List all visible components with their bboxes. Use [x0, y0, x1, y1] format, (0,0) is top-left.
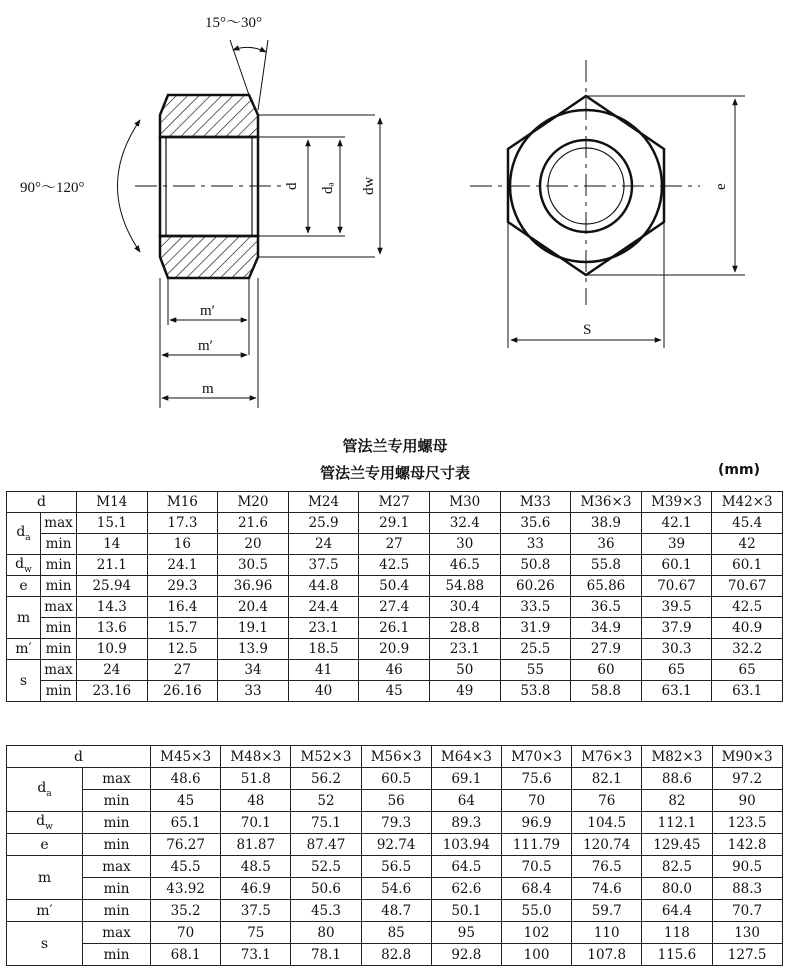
countersink-angle-label: 90°～120°	[20, 180, 85, 196]
limit-cell: min	[83, 812, 151, 834]
value-cell: 142.8	[712, 834, 782, 856]
table-row	[7, 513, 783, 534]
m-label: m	[202, 381, 214, 397]
column-header: M20	[218, 492, 289, 513]
value-cell: 130	[712, 922, 782, 944]
value-cell: 70.67	[641, 576, 712, 597]
table-row	[7, 900, 783, 922]
value-cell: 15.7	[147, 618, 218, 639]
top-view	[470, 60, 745, 348]
lower-wall-section	[160, 236, 258, 278]
value-cell: 63.1	[641, 681, 712, 702]
value-cell: 36.96	[218, 576, 289, 597]
value-cell: 16.4	[147, 597, 218, 618]
limit-cell: max	[41, 513, 77, 534]
value-cell: 39	[641, 534, 712, 555]
value-cell: 51.8	[221, 768, 291, 790]
value-cell: 75.1	[291, 812, 361, 834]
column-header: M42×3	[712, 492, 783, 513]
value-cell: 42.1	[641, 513, 712, 534]
value-cell: 103.94	[431, 834, 501, 856]
value-cell: 82.8	[361, 944, 431, 966]
value-cell: 92.8	[431, 944, 501, 966]
value-cell: 44.8	[288, 576, 359, 597]
value-cell: 76.5	[572, 856, 642, 878]
value-cell: 16	[147, 534, 218, 555]
param-cell: s	[7, 660, 41, 702]
value-cell: 69.1	[431, 768, 501, 790]
value-cell: 27.9	[571, 639, 642, 660]
param-cell: $d_a$	[7, 768, 83, 812]
value-cell: 70.1	[221, 812, 291, 834]
value-cell: 82.1	[572, 768, 642, 790]
value-cell: 49	[429, 681, 500, 702]
value-cell: 48.5	[221, 856, 291, 878]
value-cell: 70	[501, 790, 571, 812]
value-cell: 24.4	[288, 597, 359, 618]
table-row	[7, 597, 783, 618]
value-cell: 36.5	[571, 597, 642, 618]
value-cell: 88.3	[712, 878, 782, 900]
value-cell: 24	[288, 534, 359, 555]
value-cell: 48.6	[151, 768, 221, 790]
param-cell: m	[7, 597, 41, 639]
value-cell: 110	[572, 922, 642, 944]
limit-cell: min	[41, 639, 77, 660]
value-cell: 33	[500, 534, 571, 555]
value-cell: 80	[291, 922, 361, 944]
value-cell: 59.7	[572, 900, 642, 922]
value-cell: 26.1	[359, 618, 430, 639]
value-cell: 31.9	[500, 618, 571, 639]
column-header: M33	[500, 492, 571, 513]
table-row	[7, 944, 783, 966]
dw-label: dw	[361, 176, 377, 195]
value-cell: 21.1	[77, 555, 148, 576]
upper-wall-section	[160, 95, 258, 137]
value-cell: 26.16	[147, 681, 218, 702]
column-header: M52×3	[291, 746, 361, 768]
value-cell: 102	[501, 922, 571, 944]
value-cell: 25.94	[77, 576, 148, 597]
limit-cell: max	[83, 922, 151, 944]
value-cell: 100	[501, 944, 571, 966]
limit-cell: min	[83, 944, 151, 966]
value-cell: 65.1	[151, 812, 221, 834]
value-cell: 56	[361, 790, 431, 812]
value-cell: 33	[218, 681, 289, 702]
value-cell: 50.6	[291, 878, 361, 900]
value-cell: 129.45	[642, 834, 712, 856]
value-cell: 23.16	[77, 681, 148, 702]
table-row	[7, 555, 783, 576]
value-cell: 70	[151, 922, 221, 944]
column-header: M48×3	[221, 746, 291, 768]
value-cell: 75	[221, 922, 291, 944]
value-cell: 42.5	[712, 597, 783, 618]
value-cell: 70.7	[712, 900, 782, 922]
value-cell: 50.8	[500, 555, 571, 576]
e-label: e	[713, 183, 729, 190]
value-cell: 29.3	[147, 576, 218, 597]
value-cell: 41	[288, 660, 359, 681]
value-cell: 20.9	[359, 639, 430, 660]
value-cell: 45.3	[291, 900, 361, 922]
value-cell: 13.6	[77, 618, 148, 639]
value-cell: 40.9	[712, 618, 783, 639]
table-row	[7, 856, 783, 878]
value-cell: 79.3	[361, 812, 431, 834]
value-cell: 24	[77, 660, 148, 681]
value-cell: 96.9	[501, 812, 571, 834]
value-cell: 104.5	[572, 812, 642, 834]
value-cell: 34.9	[571, 618, 642, 639]
m-prime-label-2: m′	[198, 338, 213, 354]
table-row	[7, 834, 783, 856]
value-cell: 63.1	[712, 681, 783, 702]
value-cell: 43.92	[151, 878, 221, 900]
limit-cell: min	[83, 834, 151, 856]
nut-drawing	[0, 0, 790, 425]
value-cell: 17.3	[147, 513, 218, 534]
value-cell: 35.6	[500, 513, 571, 534]
value-cell: 120.74	[572, 834, 642, 856]
column-header: M90×3	[712, 746, 782, 768]
value-cell: 82.5	[642, 856, 712, 878]
header-d-label: d	[7, 492, 77, 513]
limit-cell: min	[41, 618, 77, 639]
value-cell: 38.9	[571, 513, 642, 534]
table-row	[7, 768, 783, 790]
column-header: M70×3	[501, 746, 571, 768]
header-d-label: d	[7, 746, 151, 768]
limit-cell: min	[83, 790, 151, 812]
value-cell: 29.1	[359, 513, 430, 534]
table-row	[7, 790, 783, 812]
value-cell: 54.88	[429, 576, 500, 597]
value-cell: 14.3	[77, 597, 148, 618]
dimension-table-1	[6, 491, 783, 702]
value-cell: 20.4	[218, 597, 289, 618]
value-cell: 14	[77, 534, 148, 555]
value-cell: 37.5	[221, 900, 291, 922]
value-cell: 60.1	[712, 555, 783, 576]
limit-cell: min	[83, 900, 151, 922]
column-header: M30	[429, 492, 500, 513]
limit-cell: min	[41, 555, 77, 576]
column-header: M36×3	[571, 492, 642, 513]
value-cell: 95	[431, 922, 501, 944]
column-header: M82×3	[642, 746, 712, 768]
value-cell: 54.6	[361, 878, 431, 900]
value-cell: 92.74	[361, 834, 431, 856]
value-cell: 55.8	[571, 555, 642, 576]
value-cell: 55	[500, 660, 571, 681]
value-cell: 65	[712, 660, 783, 681]
table-row	[7, 878, 783, 900]
limit-cell: max	[83, 856, 151, 878]
value-cell: 48	[221, 790, 291, 812]
value-cell: 112.1	[642, 812, 712, 834]
value-cell: 115.6	[642, 944, 712, 966]
value-cell: 74.6	[572, 878, 642, 900]
value-cell: 76.27	[151, 834, 221, 856]
value-cell: 56.5	[361, 856, 431, 878]
column-header: M14	[77, 492, 148, 513]
section-view	[118, 40, 381, 408]
value-cell: 127.5	[712, 944, 782, 966]
column-header: M56×3	[361, 746, 431, 768]
value-cell: 13.9	[218, 639, 289, 660]
chamfer-angle-label: 15°～30°	[205, 15, 262, 31]
value-cell: 123.5	[712, 812, 782, 834]
value-cell: 118	[642, 922, 712, 944]
limit-cell: min	[83, 878, 151, 900]
m-prime-label-1: m′	[200, 303, 215, 319]
value-cell: 34	[218, 660, 289, 681]
value-cell: 97.2	[712, 768, 782, 790]
param-cell: s	[7, 922, 83, 966]
value-cell: 24.1	[147, 555, 218, 576]
param-cell: m	[7, 856, 83, 900]
value-cell: 64	[431, 790, 501, 812]
dimension-table-2	[6, 745, 783, 966]
value-cell: 70.67	[712, 576, 783, 597]
value-cell: 64.4	[642, 900, 712, 922]
value-cell: 33.5	[500, 597, 571, 618]
value-cell: 46	[359, 660, 430, 681]
value-cell: 20	[218, 534, 289, 555]
value-cell: 68.1	[151, 944, 221, 966]
value-cell: 46.5	[429, 555, 500, 576]
value-cell: 32.2	[712, 639, 783, 660]
table-row	[7, 639, 783, 660]
value-cell: 25.5	[500, 639, 571, 660]
value-cell: 45	[359, 681, 430, 702]
value-cell: 35.2	[151, 900, 221, 922]
table-row	[7, 681, 783, 702]
column-header: M39×3	[641, 492, 712, 513]
value-cell: 37.5	[288, 555, 359, 576]
column-header: M24	[288, 492, 359, 513]
value-cell: 88.6	[642, 768, 712, 790]
value-cell: 18.5	[288, 639, 359, 660]
value-cell: 62.6	[431, 878, 501, 900]
column-header: M16	[147, 492, 218, 513]
value-cell: 60	[571, 660, 642, 681]
value-cell: 85	[361, 922, 431, 944]
da-label: dₐ	[320, 182, 336, 194]
value-cell: 70.5	[501, 856, 571, 878]
d-label: d	[284, 182, 300, 190]
value-cell: 60.26	[500, 576, 571, 597]
value-cell: 28.8	[429, 618, 500, 639]
value-cell: 27	[147, 660, 218, 681]
value-cell: 37.9	[641, 618, 712, 639]
value-cell: 53.8	[500, 681, 571, 702]
column-header: M27	[359, 492, 430, 513]
value-cell: 27.4	[359, 597, 430, 618]
value-cell: 39.5	[641, 597, 712, 618]
value-cell: 23.1	[429, 639, 500, 660]
param-cell: $d_a$	[7, 513, 41, 555]
value-cell: 60.5	[361, 768, 431, 790]
value-cell: 111.79	[501, 834, 571, 856]
param-cell: e	[7, 576, 41, 597]
value-cell: 52	[291, 790, 361, 812]
value-cell: 46.9	[221, 878, 291, 900]
param-cell: m′	[7, 639, 41, 660]
value-cell: 23.1	[288, 618, 359, 639]
limit-cell: min	[41, 534, 77, 555]
value-cell: 10.9	[77, 639, 148, 660]
value-cell: 90.5	[712, 856, 782, 878]
value-cell: 65	[641, 660, 712, 681]
value-cell: 45	[151, 790, 221, 812]
column-header: M45×3	[151, 746, 221, 768]
value-cell: 87.47	[291, 834, 361, 856]
param-cell: e	[7, 834, 83, 856]
table-row	[7, 812, 783, 834]
unit-label: (mm)	[718, 462, 760, 478]
value-cell: 19.1	[218, 618, 289, 639]
value-cell: 45.4	[712, 513, 783, 534]
value-cell: 27	[359, 534, 430, 555]
header-row	[7, 746, 783, 768]
limit-cell: min	[41, 576, 77, 597]
value-cell: 82	[642, 790, 712, 812]
value-cell: 68.4	[501, 878, 571, 900]
value-cell: 30.3	[641, 639, 712, 660]
param-cell: $d_w$	[7, 812, 83, 834]
param-cell: $d_w$	[7, 555, 41, 576]
value-cell: 52.5	[291, 856, 361, 878]
value-cell: 73.1	[221, 944, 291, 966]
column-header: M76×3	[572, 746, 642, 768]
header-row	[7, 492, 783, 513]
table-row	[7, 618, 783, 639]
value-cell: 42	[712, 534, 783, 555]
value-cell: 81.87	[221, 834, 291, 856]
value-cell: 58.8	[571, 681, 642, 702]
value-cell: 65.86	[571, 576, 642, 597]
value-cell: 42.5	[359, 555, 430, 576]
value-cell: 30	[429, 534, 500, 555]
value-cell: 89.3	[431, 812, 501, 834]
limit-cell: max	[41, 597, 77, 618]
value-cell: 80.0	[642, 878, 712, 900]
value-cell: 40	[288, 681, 359, 702]
s-label: S	[583, 322, 592, 338]
limit-cell: max	[41, 660, 77, 681]
table-row	[7, 922, 783, 944]
value-cell: 30.5	[218, 555, 289, 576]
value-cell: 55.0	[501, 900, 571, 922]
value-cell: 48.7	[361, 900, 431, 922]
value-cell: 50	[429, 660, 500, 681]
param-cell: m′	[7, 900, 83, 922]
value-cell: 64.5	[431, 856, 501, 878]
value-cell: 30.4	[429, 597, 500, 618]
table-title: 管法兰专用螺母尺寸表	[319, 464, 470, 482]
value-cell: 78.1	[291, 944, 361, 966]
limit-cell: min	[41, 681, 77, 702]
value-cell: 45.5	[151, 856, 221, 878]
column-header: M64×3	[431, 746, 501, 768]
value-cell: 50.1	[431, 900, 501, 922]
table-row	[7, 660, 783, 681]
value-cell: 75.6	[501, 768, 571, 790]
table-row	[7, 576, 783, 597]
value-cell: 32.4	[429, 513, 500, 534]
value-cell: 107.8	[572, 944, 642, 966]
value-cell: 12.5	[147, 639, 218, 660]
table-row	[7, 534, 783, 555]
document-title: 管法兰专用螺母	[342, 437, 448, 455]
value-cell: 21.6	[218, 513, 289, 534]
value-cell: 90	[712, 790, 782, 812]
value-cell: 25.9	[288, 513, 359, 534]
value-cell: 36	[571, 534, 642, 555]
limit-cell: max	[83, 768, 151, 790]
value-cell: 56.2	[291, 768, 361, 790]
value-cell: 60.1	[641, 555, 712, 576]
value-cell: 76	[572, 790, 642, 812]
value-cell: 15.1	[77, 513, 148, 534]
value-cell: 50.4	[359, 576, 430, 597]
